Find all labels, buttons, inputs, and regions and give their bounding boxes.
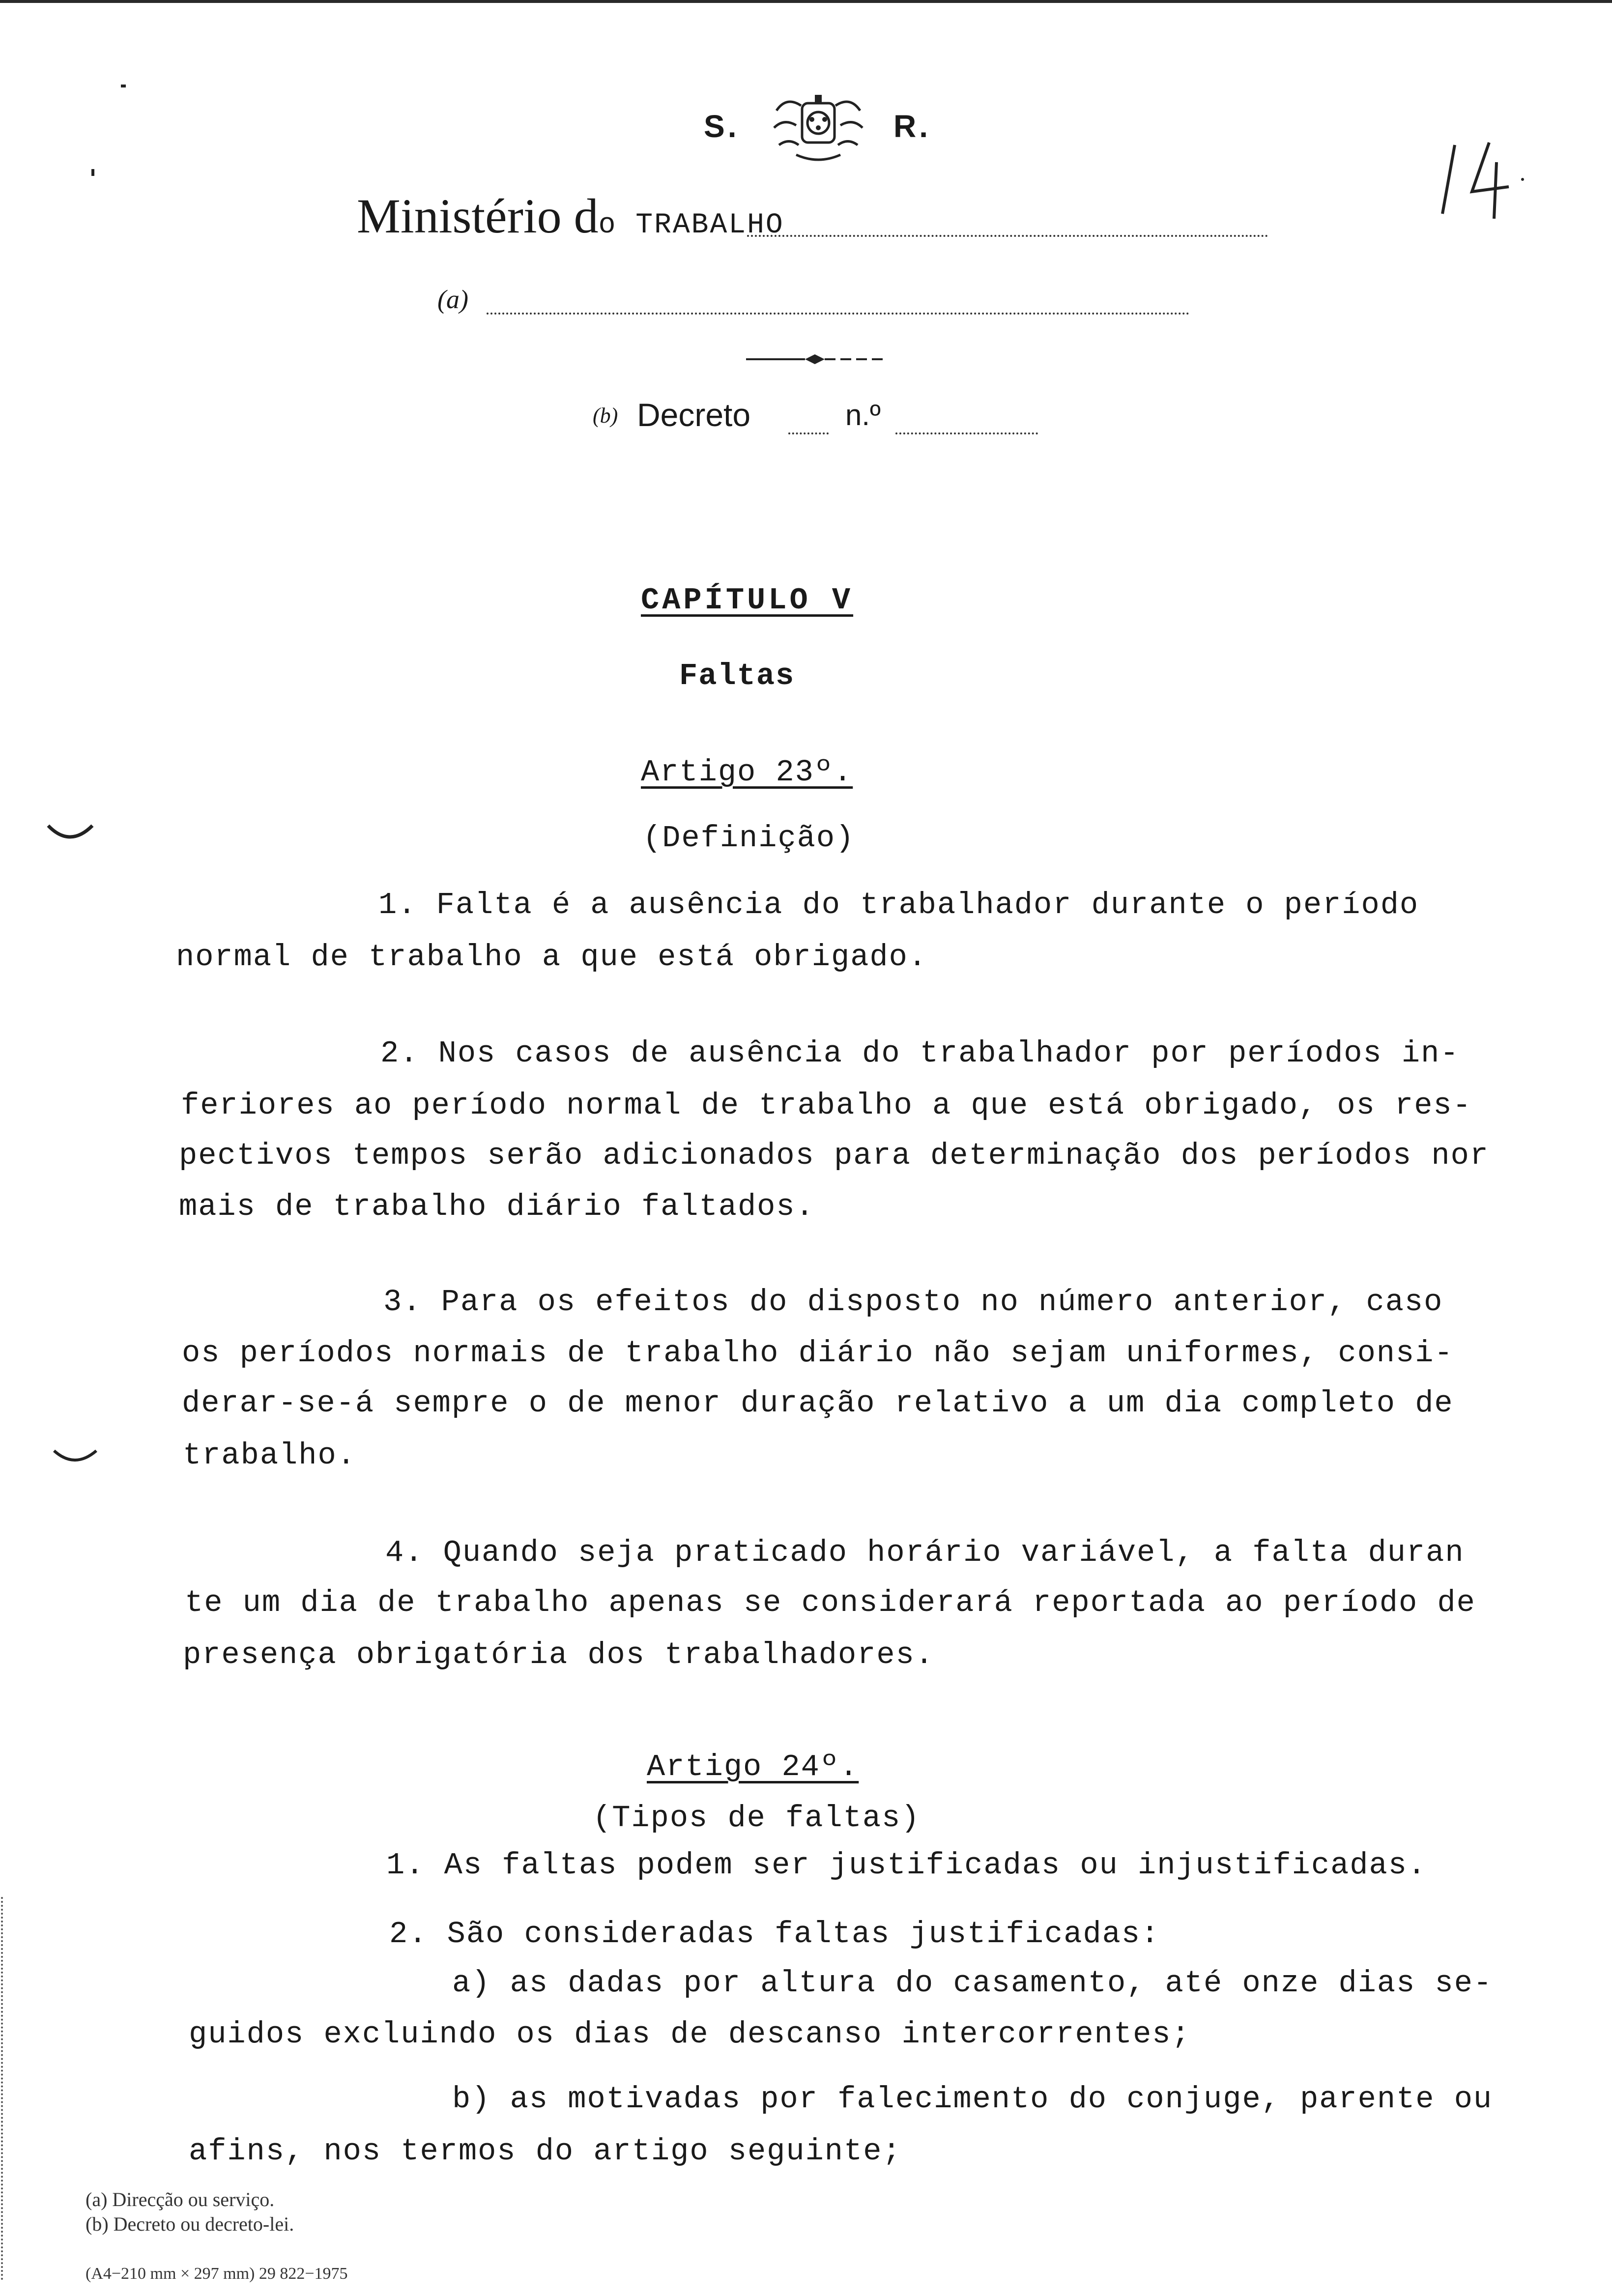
- scan-speck: [121, 85, 126, 87]
- article-23-subheading: (Definição): [643, 821, 855, 856]
- article-23-p3-line-1: 3. Para os efeitos do disposto no número anterior, caso: [383, 1285, 1443, 1320]
- chapter-title: CAPÍTULO V: [641, 583, 854, 618]
- article-24-heading: Artigo 24º.: [647, 1750, 859, 1784]
- coat-of-arms-icon: [767, 91, 870, 165]
- footnote-b: (b) Decreto ou decreto-lei.: [86, 2213, 294, 2235]
- handwritten-page-number: [1435, 133, 1533, 226]
- article-23-p4-line-3: presença obrigatória dos trabalhadores.: [183, 1637, 935, 1672]
- margin-mark-icon: [51, 1446, 100, 1470]
- article-24-b-line-2: afins, nos termos do artigo seguinte;: [189, 2134, 902, 2169]
- article-23-p2-line-2: feriores ao período normal de trabalho a que está obrigado, os res-: [181, 1088, 1472, 1123]
- chapter-subtitle: Faltas: [679, 659, 795, 693]
- article-23-p1-line-1: 1. Falta é a ausência do trabalhador durante o período: [378, 888, 1419, 922]
- ministry-prefix: Ministério d: [357, 189, 599, 243]
- article-23-p3-line-4: trabalho.: [183, 1438, 356, 1473]
- sr-left: S.: [704, 109, 740, 144]
- scan-edge-dots: [1, 1897, 6, 2280]
- decree-dotted-1: [788, 432, 829, 434]
- article-23-p3-line-2: os períodos normais de trabalho diário não sejam uniformes, consi-: [182, 1336, 1454, 1371]
- article-24-p2: 2. São consideradas faltas justificadas:: [389, 1917, 1160, 1952]
- article-24-p1: 1. As faltas podem ser justificadas ou injustificadas.: [386, 1848, 1427, 1883]
- ministry-name: o TRABALHO: [598, 209, 784, 241]
- sr-right: R.: [893, 109, 931, 144]
- decree-no: n.º: [845, 399, 881, 431]
- decree-dotted-2: [895, 432, 1038, 434]
- ministry-label: [357, 188, 784, 244]
- article-24-subheading: (Tipos de faltas): [593, 1801, 921, 1836]
- form-code: (A4−210 mm × 297 mm) 29 822−1975: [86, 2265, 348, 2283]
- article-23-p2-line-3: pectivos tempos serão adicionados para determinação dos períodos nor: [179, 1138, 1490, 1173]
- header-divider: [746, 352, 885, 367]
- scan-speck: [91, 169, 94, 176]
- article-23-p1-line-2: normal de trabalho a que está obrigado.: [176, 940, 928, 975]
- article-24-a-line-1: a) as dadas por altura do casamento, até onze dias se-: [452, 1966, 1493, 2001]
- margin-mark-icon: [45, 820, 99, 849]
- article-23-p2-line-1: 2. Nos casos de ausência do trabalhador por períodos in-: [380, 1036, 1460, 1071]
- article-23-heading: Artigo 23º.: [641, 755, 853, 790]
- article-23-p3-line-3: derar-se-á sempre o de menor duração relativo a um dia completo de: [182, 1386, 1454, 1421]
- article-23-p4-line-2: te um dia de trabalho apenas se considerará reportada ao período de: [185, 1585, 1476, 1620]
- article-24-a-line-2: guidos excluindo os dias de descanso intercorrentes;: [189, 2017, 1191, 2052]
- decree-label-b: (b): [593, 403, 618, 428]
- ministry-dotted-line: [747, 235, 1268, 237]
- top-border-line: [0, 0, 1612, 3]
- line-a-dotted: [487, 313, 1189, 315]
- article-23-p2-line-4: mais de trabalho diário faltados.: [179, 1189, 815, 1224]
- footnote-a: (a) Direcção ou serviço.: [86, 2188, 275, 2210]
- article-23-p4-line-1: 4. Quando seja praticado horário variável, a falta duran: [385, 1535, 1465, 1570]
- line-a-label: (a): [437, 285, 468, 314]
- article-24-b-line-1: b) as motivadas por falecimento do conjuge, parente ou: [452, 2082, 1493, 2117]
- decree-word: Decreto: [637, 397, 751, 433]
